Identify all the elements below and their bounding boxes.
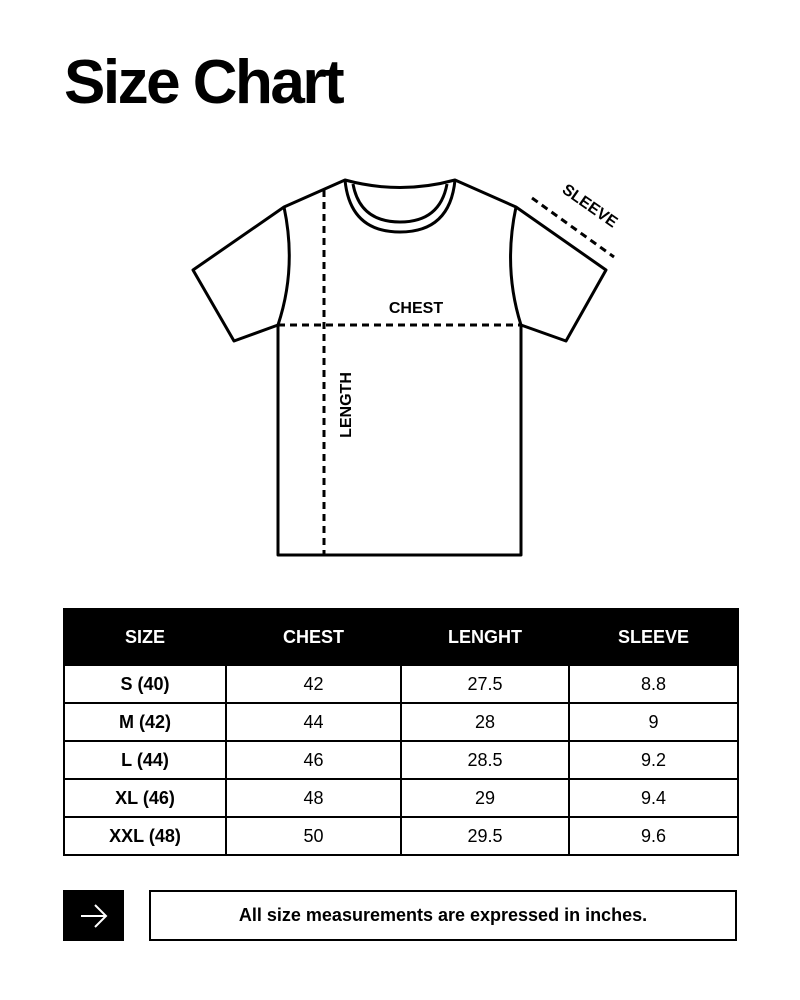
size-cell: L (44) xyxy=(64,741,226,779)
length-cell: 29.5 xyxy=(401,817,569,855)
measurement-note xyxy=(149,890,737,941)
sleeve-cell: 9.2 xyxy=(569,741,738,779)
sleeve-cell: 9 xyxy=(569,703,738,741)
tshirt-collar-inner xyxy=(353,184,447,222)
right-sleeve-seam xyxy=(511,207,521,325)
left-sleeve-seam xyxy=(278,207,289,325)
size-cell: XL (46) xyxy=(64,779,226,817)
sleeve-cell: 8.8 xyxy=(569,665,738,703)
size-table xyxy=(63,608,739,856)
length-cell: 29 xyxy=(401,779,569,817)
sleeve-cell: 9.6 xyxy=(569,817,738,855)
size-cell: S (40) xyxy=(64,665,226,703)
length-label: LENGTH xyxy=(338,372,355,438)
length-cell: 28.5 xyxy=(401,741,569,779)
table-row xyxy=(64,817,738,855)
chest-cell: 50 xyxy=(226,817,401,855)
arrow-right-icon xyxy=(78,903,110,929)
page-title: Size Chart xyxy=(64,48,343,117)
chest-cell: 48 xyxy=(226,779,401,817)
chest-label: CHEST xyxy=(388,300,444,317)
length-cell: 28 xyxy=(401,703,569,741)
table-row xyxy=(64,741,738,779)
table-row xyxy=(64,703,738,741)
sleeve-label: SLEEVE xyxy=(558,181,621,232)
table-header-row xyxy=(64,609,738,665)
chest-cell: 44 xyxy=(226,703,401,741)
size-cell: XXL (48) xyxy=(64,817,226,855)
chest-cell: 46 xyxy=(226,741,401,779)
header-size: SIZE xyxy=(64,609,226,665)
sleeve-cell: 9.4 xyxy=(569,779,738,817)
tshirt-outline xyxy=(193,180,606,555)
arrow-box xyxy=(63,890,124,941)
measurement-note-text: All size measurements are expressed in inches. xyxy=(238,905,648,925)
header-chest: CHEST xyxy=(226,609,401,665)
header-sleeve: SLEEVE xyxy=(569,609,738,665)
table-row xyxy=(64,665,738,703)
size-cell: M (42) xyxy=(64,703,226,741)
chest-cell: 42 xyxy=(226,665,401,703)
table-row xyxy=(64,779,738,817)
length-cell: 27.5 xyxy=(401,665,569,703)
header-length: LENGHT xyxy=(401,609,569,665)
